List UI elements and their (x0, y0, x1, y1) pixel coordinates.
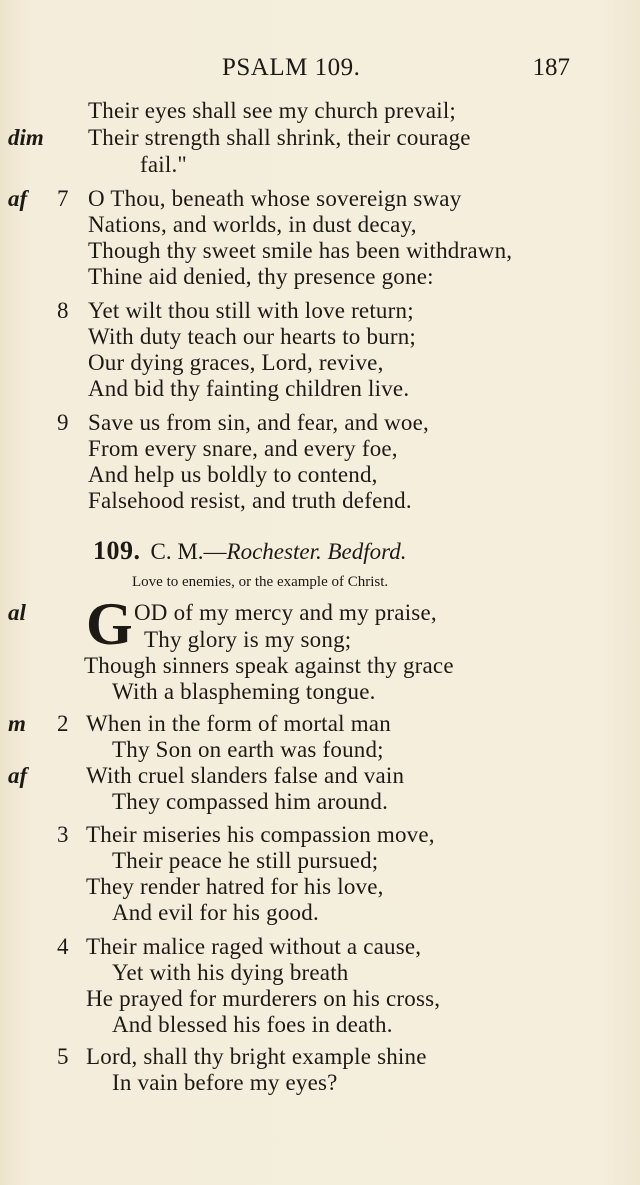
verse-number: 8 (57, 298, 69, 323)
verse-line: And blessed his foes in death. (112, 1012, 393, 1037)
verse-line: With cruel slanders false and vain (86, 763, 405, 788)
verse-line: With a blaspheming tongue. (112, 679, 376, 704)
verse-line: When in the form of mortal man (86, 711, 391, 736)
hymn-tunes: Rochester. Bedford. (226, 539, 407, 564)
verse-line: Yet wilt thou still with love return; (88, 298, 414, 323)
verse-line: Their peace he still pursued; (112, 848, 379, 873)
dynamic-mark: m (8, 711, 26, 736)
verse-line: Thine aid denied, thy presence gone: (88, 264, 434, 289)
verse-line: They render hatred for his love, (86, 874, 384, 899)
page-number: 187 (532, 54, 570, 81)
verse-number: 5 (57, 1044, 69, 1069)
verse-line: They compassed him around. (112, 789, 389, 814)
dynamic-mark: af (8, 763, 28, 788)
hymn-subtitle: Love to enemies, or the example of Christ. (132, 574, 389, 590)
verse-line: O Thou, beneath whose sovereign sway (88, 186, 462, 211)
verse-line: And help us boldly to contend, (88, 462, 378, 487)
hymn-heading (93, 536, 406, 566)
hymn-meter: C. M.— (150, 539, 227, 564)
verse-line: Though sinners speak against thy grace (84, 653, 454, 678)
verse-line: OD of my mercy and my praise, (134, 600, 437, 625)
verse-line: fail." (140, 152, 187, 177)
verse-line: He prayed for murderers on his cross, (86, 986, 441, 1011)
verse-number: 9 (57, 410, 69, 435)
hymn-number: 109. (93, 536, 141, 565)
verse-line: Yet with his dying breath (112, 960, 349, 985)
verse-number: 2 (57, 711, 69, 736)
verse-line: Their miseries his compassion move, (86, 822, 435, 847)
verse-number: 3 (57, 822, 69, 847)
verse-line: With duty teach our hearts to burn; (88, 324, 416, 349)
verse-line: Lord, shall thy bright example shine (86, 1044, 427, 1069)
verse-line: From every snare, and every foe, (88, 436, 398, 461)
verse-line: Falsehood resist, and truth defend. (88, 488, 412, 513)
verse-line: Nations, and worlds, in dust decay, (88, 212, 417, 237)
dynamic-mark: al (8, 600, 26, 625)
verse-line: In vain before my eyes? (112, 1070, 338, 1095)
verse-line: And bid thy fainting children live. (88, 376, 410, 401)
verse-line: Our dying graces, Lord, revive, (88, 350, 384, 375)
verse-line: Though thy sweet smile has been withdrawn, (88, 238, 513, 263)
dynamic-mark: dim (8, 125, 44, 150)
running-header (0, 54, 640, 88)
verse-line: Their malice raged without a cause, (86, 934, 422, 959)
dynamic-mark: af (8, 186, 28, 211)
verse-line: Thy Son on earth was found; (112, 737, 384, 762)
verse-number: 4 (57, 934, 69, 959)
page-title: PSALM 109. (222, 54, 361, 81)
verse-line: And evil for his good. (112, 900, 319, 925)
drop-cap: G (86, 591, 133, 657)
verse-line: Their strength shall shrink, their courage (88, 125, 471, 150)
verse-line: Save us from sin, and fear, and woe, (88, 410, 429, 435)
verse-line: Thy glory is my song; (144, 627, 352, 652)
verse-line: Their eyes shall see my church prevail; (88, 98, 456, 123)
verse-number: 7 (57, 186, 69, 211)
